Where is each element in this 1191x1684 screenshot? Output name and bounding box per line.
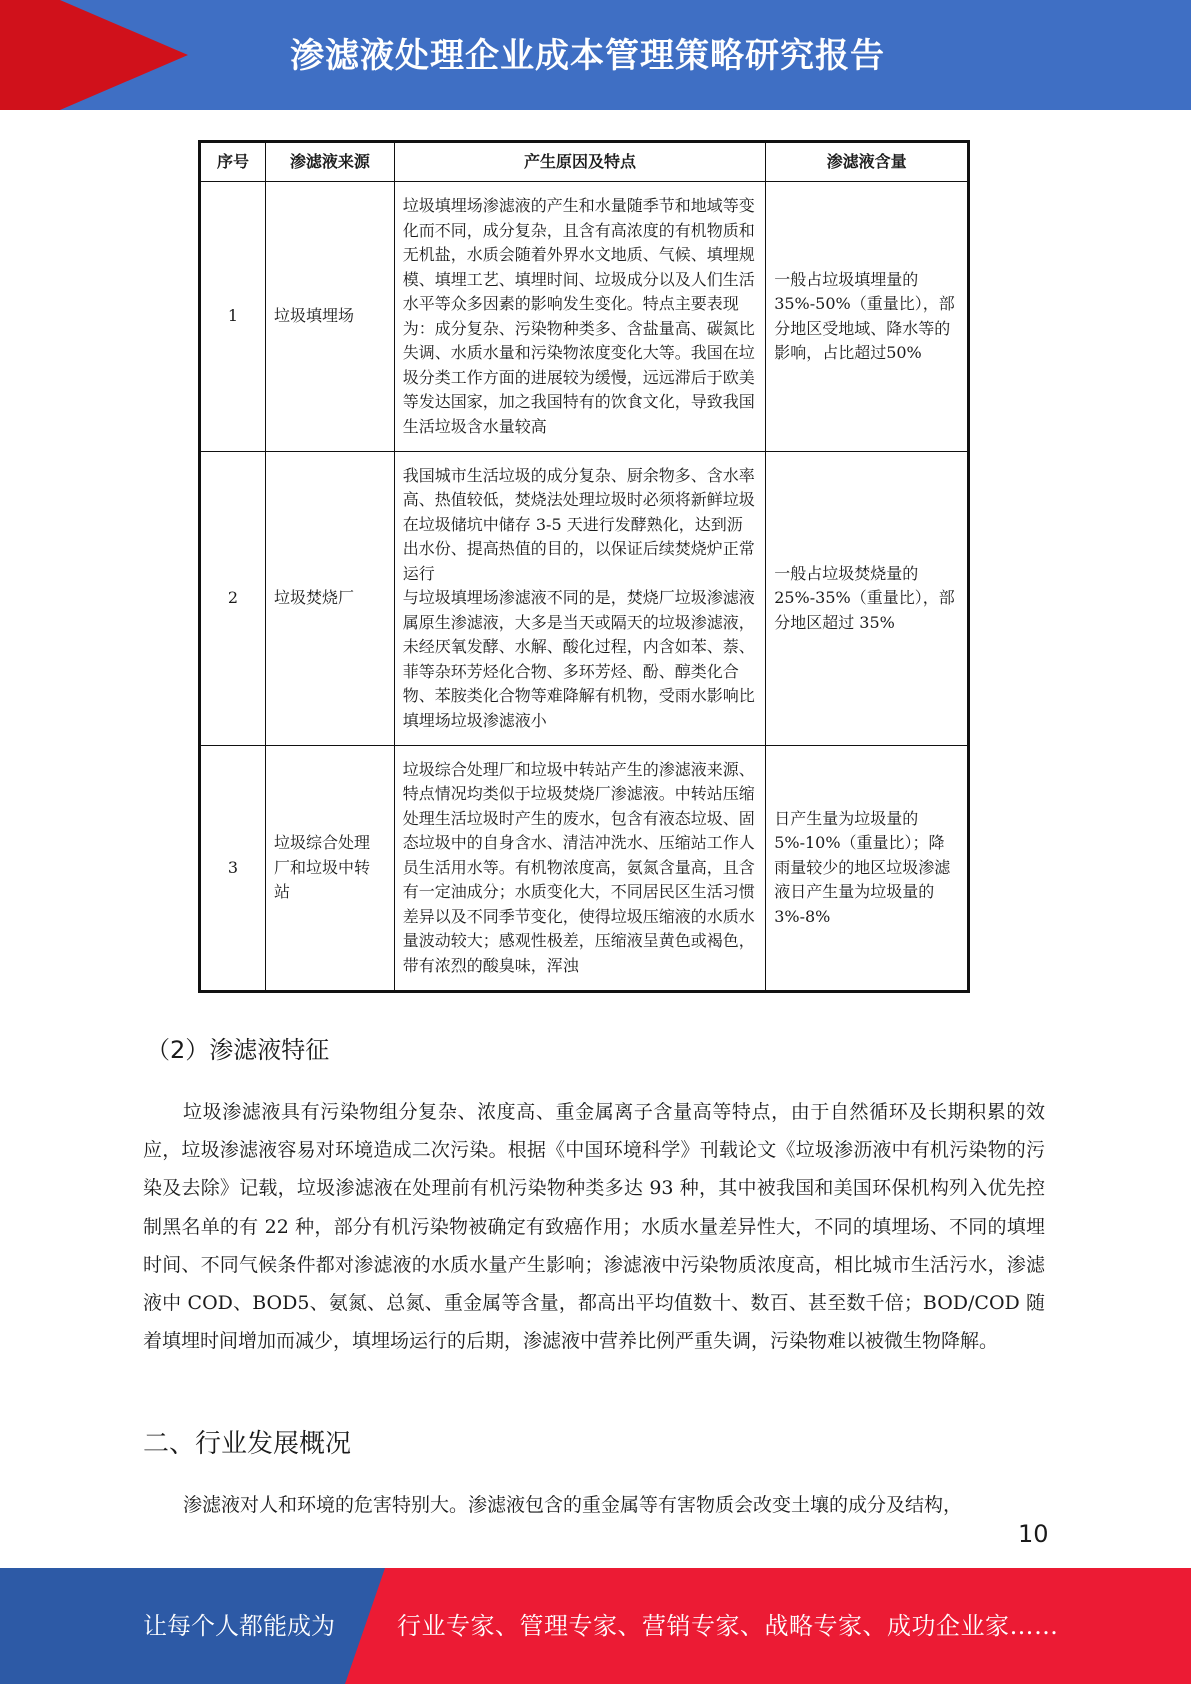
paragraph-industry: 渗滤液对人和环境的危害特别大。渗滤液包含的重金属等有害物质会改变土壤的成分及结构， bbox=[183, 1494, 963, 1516]
col-header-num: 序号 bbox=[200, 142, 266, 182]
row-amount: 一般占垃圾填埋量的35%-50%（重量比），部分地区受地域、降水等的影响，占比超过50% bbox=[766, 182, 969, 452]
footer-slogan-left: 让每个人都能成为 bbox=[143, 1612, 335, 1640]
row-source: 垃圾填埋场 bbox=[265, 182, 394, 452]
row-num: 3 bbox=[200, 746, 266, 992]
paragraph-characteristics: 垃圾渗滤液具有污染物组分复杂、浓度高、重金属离子含量高等特点，由于自然循环及长期积累的效应，垃圾渗滤液容易对环境造成二次污染。根据《中国环境科学》刊载论文《垃圾渗沥液中有机污染物的污染及去除》记载，垃圾渗滤液在处理前有机污染物种类多达 93 种，其中被我国和美国环保机构列入优先控制黑名单的有 22 种，部分有机污染物被确定有致癌作用；水质水量差异性大，不同的填埋场、不同的填埋时间、不同气候条件都对渗滤液的水质水量产生影响；渗滤液中污染物质浓度高，相比城市生活污水，渗滤液中 COD、BOD5、氨氮、总氮、重金属等含量，都高出平均值数十、数百、甚至数千倍；BOD/COD 随着填埋时间增加而减少，填埋场运行的后期，渗滤液中营养比例严重失调，污染物难以被微生物降解。 bbox=[143, 1101, 1045, 1353]
row-desc bbox=[394, 452, 765, 746]
report-title: 渗滤液处理企业成本管理策略研究报告 bbox=[290, 36, 885, 76]
row-num: 2 bbox=[200, 452, 266, 746]
header-red-block bbox=[0, 0, 60, 110]
row-amount: 日产生量为垃圾量的5%-10%（重量比）；降雨量较少的地区垃圾渗滤液日产生量为垃圾量的 3%-8% bbox=[766, 746, 969, 992]
section-heading-industry: 二、行业发展概况 bbox=[143, 1429, 352, 1459]
page-footer bbox=[0, 1568, 1191, 1684]
row-num: 1 bbox=[200, 182, 266, 452]
row-source: 垃圾焚烧厂 bbox=[265, 452, 394, 746]
section-heading-characteristics: （2）渗滤液特征 bbox=[146, 1036, 330, 1064]
page-number: 10 bbox=[1018, 1520, 1049, 1548]
table-header-row bbox=[200, 142, 969, 182]
row-desc-part-1: 我国城市生活垃圾的成分复杂、厨余物多、含水率高、热值较低，焚烧法处理垃圾时必须将新鲜垃圾在垃圾储坑中储存 3-5 天进行发酵熟化，达到沥出水份、提高热值的目的，以保证后续焚烧炉正常运行 bbox=[402, 465, 755, 583]
footer-slogan-right: 行业专家、管理专家、营销专家、战略专家、成功企业家…… bbox=[397, 1612, 1059, 1640]
row-source: 垃圾综合处理厂和垃圾中转站 bbox=[265, 746, 394, 992]
leachate-source-table bbox=[198, 140, 970, 993]
table-row bbox=[200, 452, 969, 746]
col-header-desc: 产生原因及特点 bbox=[394, 142, 765, 182]
table-row bbox=[200, 746, 969, 992]
table-row bbox=[200, 182, 969, 452]
row-desc-part-2: 与垃圾填埋场渗滤液不同的是，焚烧厂垃圾渗滤液属原生渗滤液，大多是当天或隔天的垃圾渗滤液，未经厌氧发酵、水解、酸化过程，内含如苯、萘、菲等杂环芳烃化合物、多环芳烃、酚、醇类化合物、苯胺类化合物等难降解有机物，受雨水影响比填埋场垃圾渗滤液小 bbox=[402, 588, 755, 730]
header-arrow-icon bbox=[60, 0, 188, 110]
col-header-amount: 渗滤液含量 bbox=[766, 142, 969, 182]
col-header-source: 渗滤液来源 bbox=[265, 142, 394, 182]
row-desc: 垃圾综合处理厂和垃圾中转站产生的渗滤液来源、特点情况均类似于垃圾焚烧厂渗滤液。中转站压缩处理生活垃圾时产生的废水，包含有液态垃圾、固态垃圾中的自身含水、清洁冲洗水、压缩站工作人员生活用水等。有机物浓度高，氨氮含量高，且含有一定油成分；水质变化大，不同居民区生活习惯差异以及不同季节变化，使得垃圾压缩液的水质水量波动较大；感观性极差，压缩液呈黄色或褐色，带有浓烈的酸臭味，浑浊 bbox=[394, 746, 765, 992]
row-desc: 垃圾填埋场渗滤液的产生和水量随季节和地域等变化而不同，成分复杂，且含有高浓度的有机物质和无机盐，水质会随着外界水文地质、气候、填埋规模、填埋工艺、填埋时间、垃圾成分以及人们生活水平等众多因素的影响发生变化。特点主要表现为：成分复杂、污染物种类多、含盐量高、碳氮比失调、水质水量和污染物浓度变化大等。我国在垃圾分类工作方面的进展较为缓慢，远远滞后于欧美等发达国家，加之我国特有的饮食文化，导致我国生活垃圾含水量较高 bbox=[394, 182, 765, 452]
page-header bbox=[0, 0, 1191, 110]
row-amount: 一般占垃圾焚烧量的25%-35%（重量比），部分地区超过 35% bbox=[766, 452, 969, 746]
